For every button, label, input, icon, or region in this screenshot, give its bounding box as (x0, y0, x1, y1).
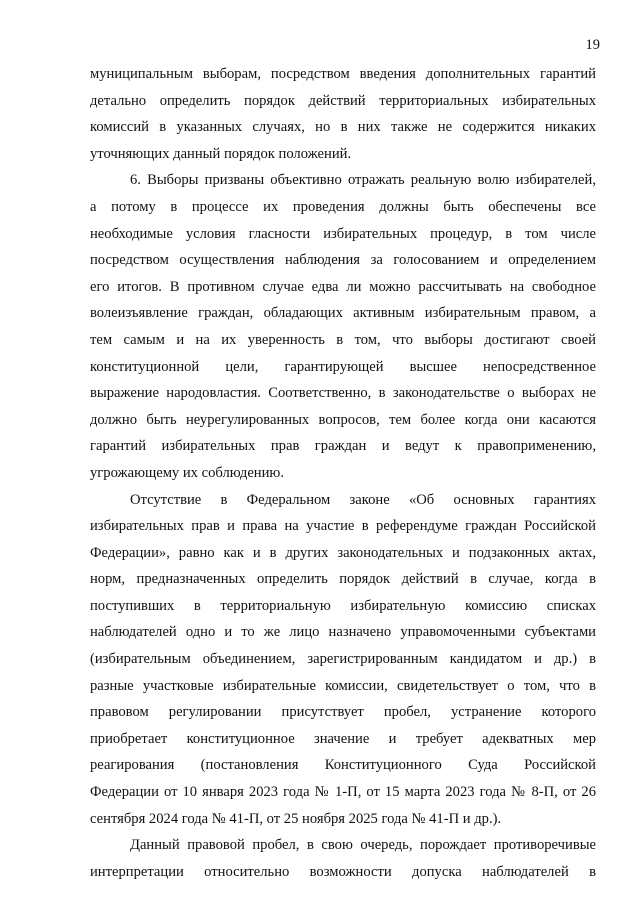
text-line: посредством осуществления наблюдения за голосованием и определением (90, 252, 596, 269)
text-line: а потому в процессе их проведения должны быть обеспечены все (90, 198, 596, 215)
document-body (90, 61, 596, 885)
text-line: конституционной цели, гарантирующей высшее непосредственное (90, 358, 596, 375)
text-line: норм, предназначенных определить порядок действий в случае, когда в (90, 571, 596, 588)
text-line: поступивших в территориальную избирательную комиссию списках (90, 597, 596, 614)
text-line: должно быть неурегулированных вопросов, тем более когда они касаются (90, 411, 596, 428)
text-line: уточняющих данный порядок положений. (90, 145, 352, 162)
text-line: избирательных прав и права на участие в референдуме граждан Российской (90, 518, 596, 535)
text-line: реагирования (постановления Конституционного Суда Российской (90, 757, 596, 774)
text-line: выражение народовластия. Соответственно, в законодательстве о выборах не (90, 385, 596, 402)
text-line: волеизъявление граждан, обладающих активным избирательным правом, а (90, 305, 596, 322)
text-line: приобретает конституционное значение и требует адекватных мер (90, 730, 596, 747)
text-line: Федерации», равно как и в других законодательных и подзаконных актах, (90, 544, 596, 561)
text-line: разные участковые избирательные комиссии, свидетельствует о том, что в (90, 677, 596, 694)
text-line: угрожающему их соблюдению. (90, 464, 284, 481)
page-number: 19 (585, 37, 600, 53)
text-line: (избирательным объединением, зарегистрированным кандидатом и др.) в (90, 651, 596, 668)
text-line: тем самым и на их уверенность в том, что выборы достигают своей (90, 331, 596, 348)
text-line: его итогов. В противном случае едва ли можно рассчитывать на свободное (90, 278, 596, 295)
text-line: детально определить порядок действий территориальных избирательных (90, 92, 596, 109)
text-line: муниципальным выборам, посредством введения дополнительных гарантий (90, 66, 596, 82)
text-line: комиссий в указанных случаях, но в них также не содержится никаких (90, 119, 596, 136)
text-line: интерпретации относительно возможности допуска наблюдателей в (90, 863, 596, 880)
text-line: правовом регулировании присутствует пробел, устранение которого (90, 704, 596, 721)
text-line: сентября 2024 года № 41-П, от 25 ноября 2025 года № 41-П и др.). (90, 810, 502, 827)
paragraph-first-line: Данный правовой пробел, в свою очередь, порождает противоречивые (130, 837, 596, 854)
text-line: гарантий избирательных прав граждан и ведут к правоприменению, (90, 438, 596, 455)
text-line: необходимые условия гласности избирательных процедур, в том числе (90, 225, 596, 242)
paragraph-first-line: Отсутствие в Федеральном законе «Об основных гарантиях (130, 491, 596, 508)
paragraph-first-line: 6. Выборы призваны объективно отражать реальную волю избирателей, (130, 172, 596, 189)
text-line: Федерации от 10 января 2023 года № 1-П, от 15 марта 2023 года № 8-П, от 26 (90, 784, 596, 801)
text-line: наблюдателей одно и то же лицо назначено управомоченными субъектами (90, 624, 596, 641)
